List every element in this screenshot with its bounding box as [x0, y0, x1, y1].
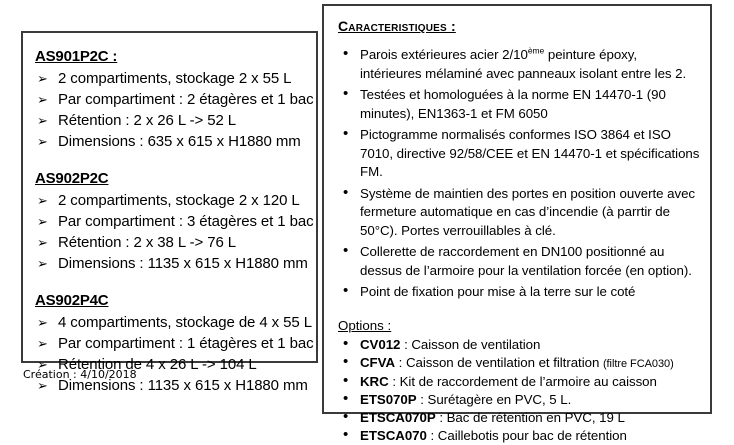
product-group	[35, 169, 365, 274]
product-spec-text: Par compartiment : 2 étagères et 1 bac	[58, 91, 314, 108]
product-spec-text: Dimensions : 1135 x 615 x H1880 mm	[58, 377, 308, 394]
option-separator: :	[395, 354, 406, 370]
bullet-dot-icon: •	[343, 371, 349, 389]
product-spec-line	[35, 110, 365, 131]
product-spec-line	[35, 211, 365, 232]
bullet-dot-icon: •	[343, 425, 349, 443]
option-description: Caisson de ventilation	[411, 336, 541, 352]
option-note: (filtre FCA030)	[602, 357, 674, 370]
product-spec-text: 4 compartiments, stockage de 4 x 55 L	[58, 314, 312, 331]
option-code: ETS070P	[360, 391, 417, 407]
bullet-dot-icon: •	[343, 125, 349, 142]
bullet-dot-icon: •	[343, 389, 349, 407]
arrow-bullet-icon: ➢	[37, 315, 48, 330]
characteristic-item	[338, 126, 700, 182]
characteristic-item	[338, 243, 700, 280]
option-code: CV012	[360, 336, 401, 352]
arrow-bullet-icon: ➢	[37, 378, 48, 393]
bullet-dot-icon: •	[343, 334, 349, 352]
product-spec-line	[35, 312, 365, 333]
arrow-bullet-icon: ➢	[37, 235, 48, 250]
characteristics-heading: Caracteristiques :	[338, 18, 456, 34]
product-list	[35, 47, 365, 396]
bullet-dot-icon: •	[343, 85, 349, 102]
options-section	[338, 305, 700, 445]
option-item	[338, 336, 700, 354]
product-spec-text: 2 compartiments, stockage 2 x 55 L	[58, 70, 292, 87]
characteristic-text: Point de fixation pour mise à la terre sur le coté	[360, 284, 636, 299]
bullet-dot-icon: •	[343, 45, 349, 62]
product-spec-text: Rétention de 4 x 26 L -> 104 L	[58, 356, 257, 373]
arrow-bullet-icon: ➢	[37, 214, 48, 229]
option-code: KRC	[360, 373, 389, 389]
characteristic-text: Parois extérieures acier 2/10	[360, 47, 528, 62]
product-spec-text: Par compartiment : 3 étagères et 1 bac	[58, 213, 314, 230]
option-item	[338, 354, 700, 373]
product-spec-text: Rétention : 2 x 38 L -> 76 L	[58, 234, 237, 251]
option-code: ETSCA070P	[360, 409, 436, 425]
arrow-bullet-icon: ➢	[37, 193, 48, 208]
bullet-dot-icon: •	[343, 352, 349, 370]
bullet-dot-icon: •	[343, 282, 349, 299]
product-spec-line	[35, 131, 365, 152]
bullet-dot-icon: •	[343, 407, 349, 425]
product-spec-text: Dimensions : 635 x 615 x H1880 mm	[58, 133, 301, 150]
product-model-title: AS901P2C :	[35, 48, 118, 65]
arrow-bullet-icon: ➢	[37, 336, 48, 351]
characteristics-list	[338, 46, 700, 302]
product-spec-line	[35, 232, 365, 253]
option-description: Caisson de ventilation et filtration	[405, 354, 603, 370]
characteristics-box	[322, 4, 712, 443]
characteristic-item	[338, 185, 700, 241]
arrow-bullet-icon: ➢	[37, 256, 48, 271]
option-separator: :	[426, 427, 438, 443]
option-separator: :	[400, 336, 412, 352]
option-separator: :	[435, 409, 447, 425]
product-spec-text: Rétention : 2 x 26 L -> 52 L	[58, 112, 237, 129]
option-item	[338, 391, 700, 409]
bullet-dot-icon: •	[343, 183, 349, 201]
bullet-dot-icon: •	[343, 242, 349, 259]
characteristic-superscript: ème	[527, 45, 545, 56]
arrow-bullet-icon: ➢	[37, 134, 48, 149]
characteristic-text: Testées et homologuées à la norme EN 14470-1 (90 minutes), EN1363-1 et FM 6050	[360, 87, 666, 121]
characteristic-text: Système de maintien des portes en position ouverte avec fermeture automatique en cas d’incendie (à parrtir de 50°C). Portes verrouillables à clé.	[360, 185, 696, 238]
option-description: Caillebotis pour bac de rétention	[437, 427, 627, 443]
product-spec-text: Par compartiment : 1 étagères et 1 bac	[58, 335, 314, 352]
option-description: Bac de rétention en PVC, 19 L	[446, 409, 625, 425]
product-spec-text: Dimensions : 1135 x 615 x H1880 mm	[58, 255, 308, 272]
option-code: ETSCA070	[360, 427, 427, 443]
product-spec-line	[35, 68, 365, 89]
characteristic-text: Collerette de raccordement en DN100 positionné au dessus de l’armoire pour la ventilation forcée (en option).	[360, 244, 692, 278]
options-list	[338, 336, 700, 445]
arrow-bullet-icon: ➢	[37, 113, 48, 128]
arrow-bullet-icon: ➢	[37, 71, 48, 86]
product-spec-text: 2 compartiments, stockage 2 x 120 L	[58, 192, 300, 209]
characteristics-content	[338, 16, 700, 445]
product-spec-line	[35, 333, 365, 354]
creation-date-stamp: Création : 4/10/2018	[23, 368, 137, 381]
options-heading: Options :	[338, 317, 392, 333]
option-item	[338, 373, 700, 391]
option-separator: :	[388, 373, 400, 389]
option-description: Kit de raccordement de l’armoire au caisson	[399, 373, 657, 389]
characteristic-item	[338, 46, 700, 83]
characteristic-item	[338, 86, 700, 123]
product-spec-line	[35, 89, 365, 110]
product-model-title: AS902P4C	[35, 292, 109, 309]
arrow-bullet-icon: ➢	[37, 92, 48, 107]
option-item	[338, 409, 700, 427]
product-group	[35, 47, 365, 152]
arrow-bullet-icon: ➢	[37, 357, 48, 372]
product-model-title: AS902P2C	[35, 170, 109, 187]
characteristic-text-cont: peinture époxy, intérieures mélaminé avec panneaux isolant entre les 2.	[360, 47, 687, 81]
product-spec-line	[35, 253, 365, 274]
characteristic-text: Pictogramme normalisés conformes ISO 3864 et ISO 7010, directive 92/58/CEE et EN 14470-1 et spécifications FM.	[360, 127, 700, 179]
option-item	[338, 427, 700, 445]
option-description: Surétagère en PVC, 5 L.	[427, 391, 572, 407]
product-spec-line	[35, 190, 365, 211]
option-separator: :	[416, 391, 428, 407]
characteristic-item	[338, 283, 700, 302]
option-code: CFVA	[360, 354, 396, 370]
